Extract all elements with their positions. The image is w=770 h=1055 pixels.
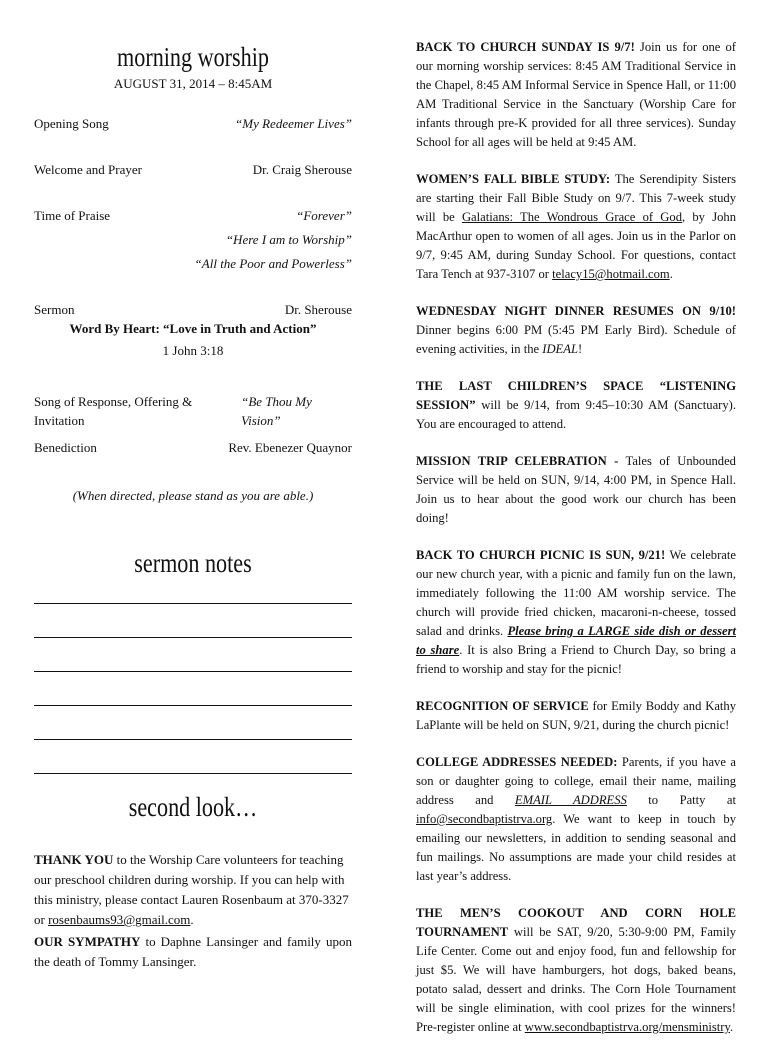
welcome-label: Welcome and Prayer (34, 162, 142, 177)
word-by-heart: Word By Heart: “Love in Truth and Action” (69, 321, 317, 336)
announcement-heading: BACK TO CHURCH PICNIC IS SUN, 9/21! (416, 548, 666, 562)
welcome-row (34, 160, 352, 179)
announcement-text: for Emily Boddy and Kathy LaPlante will be held on SUN, 9/21, during the church picnic! (416, 699, 737, 732)
thank-you-notice (34, 850, 352, 930)
announcement-back-to-church (416, 38, 736, 152)
announcement-heading: THE LAST CHILDREN’S SPACE “LISTENING SESSION” (416, 379, 736, 412)
praise-row (34, 206, 352, 273)
sermon-block (34, 300, 352, 360)
response-song: “Be Thou My Vision” (241, 394, 312, 428)
praise-song-2: “Here I am to Worship” (225, 232, 352, 247)
announcement-college-addresses (416, 753, 736, 886)
announcement-text: Dinner begins 6:00 PM (5:45 PM Early Bird). Schedule of evening activities, in the (416, 323, 736, 356)
announcement-text: We celebrate our new church year, with a picnic and family fun on the lawn, immediately following the 11:00 AM worship service. The church will provide fried chicken, macaroni-n-cheese, tossed salad and drinks. (416, 548, 736, 638)
note-line (34, 637, 352, 638)
info-email-link[interactable]: info@secondbaptistrva.org (416, 812, 553, 826)
benediction-leader: Rev. Ebenezer Quaynor (228, 440, 352, 455)
note-line (34, 671, 352, 672)
sermon-notes-title: sermon notes (134, 548, 252, 578)
welcome-leader: Dr. Craig Sherouse (252, 162, 352, 177)
sympathy-heading: OUR SYMPATHY (34, 934, 141, 949)
response-row (34, 392, 352, 430)
announcement-end: ! (577, 342, 583, 356)
praise-song-3: “All the Poor and Powerless” (194, 256, 352, 271)
thank-you-email-link[interactable]: rosenbaums93@gmail.com (48, 912, 191, 927)
announcement-wednesday-dinner (416, 302, 736, 359)
note-line (34, 603, 352, 604)
announcement-text: . It is also Bring a Friend to Church Day, so bring a friend to worship and stay for the picnic! (416, 643, 736, 676)
study-email-link[interactable]: telacy15@hotmail.com (552, 267, 670, 281)
thank-you-heading: THANK YOU (34, 852, 114, 867)
announcement-text: The Serendipity Sisters are starting their Fall Bible Study on 9/7. This 7-week study will be (416, 172, 736, 224)
benediction-label: Benediction (34, 440, 97, 455)
announcement-mens-cookout (416, 904, 736, 1037)
announcement-text: . We want to keep in touch by emailing our newsletters, in addition to sending seasonal and fun mailings. No assumptions are made your child resides at last year’s address. (416, 812, 736, 883)
announcement-text: Tales of Unbounded Service will be held on SUN, 9/14, 4:00 PM, in Spence Hall. Join us to hear about the good work our church has been doing! (416, 454, 736, 525)
benediction-row (34, 438, 352, 457)
mens-ministry-link[interactable]: www.secondbaptistrva.org/mensministry (524, 1020, 730, 1034)
announcement-end: . (669, 267, 673, 281)
announcement-text: Join us for one of our morning worship services: 8:45 AM Traditional Service in the Chapel, 8:45 AM Informal Service in Spence Hall, or 11:00 AM Traditional Service in the Sanctuary (Worship Care for infants through pre-K provided for all three services). Sunday School for all ages will be held at 9:45 AM. (416, 40, 736, 149)
response-label: Song of Response, Offering & Invitation (34, 394, 193, 428)
sympathy-text: to Daphne Lansinger and family upon the death of Tommy Lansinger. (34, 934, 352, 969)
sermon-label: Sermon (34, 302, 75, 317)
announcement-heading: WEDNESDAY NIGHT DINNER RESUMES ON 9/10! (416, 304, 736, 318)
announcement-text: to Patty at (626, 793, 737, 807)
sympathy-notice (34, 932, 352, 972)
announcement-text: , by John MacArthur open to women of all ages. Join us in the Parlor on 9/7, 9:45 AM, during Sunday School. For questions, contact Tara Tench at 937-3107 or (416, 210, 736, 281)
announcements-column (416, 38, 736, 1055)
sermon-preacher: Dr. Sherouse (284, 302, 352, 317)
thank-you-text: to the Worship Care volunteers for teaching our preschool children during worship. If you can help with this ministry, please contact Lauren Rosenbaum at 370-3327 or (34, 852, 349, 927)
note-line (34, 705, 352, 706)
announcement-heading: WOMEN’S FALL BIBLE STUDY: (416, 172, 611, 186)
picnic-request: Please bring a LARGE side dish or dessert to share (416, 624, 736, 657)
email-address-emphasis: EMAIL ADDRESS (514, 793, 627, 807)
announcement-heading: THE MEN’S COOKOUT AND CORN HOLE TOURNAMENT (416, 906, 736, 939)
verse-reference: 1 John 3:18 (162, 343, 224, 358)
note-line (34, 773, 352, 774)
thank-you-end: . (190, 912, 194, 927)
announcement-heading: COLLEGE ADDRESSES NEEDED: (416, 755, 618, 769)
announcement-heading: RECOGNITION OF SERVICE (416, 699, 589, 713)
sermon-notes-lines (34, 603, 352, 807)
worship-date: AUGUST 31, 2014 – 8:45AM (113, 76, 273, 91)
announcement-heading: BACK TO CHURCH SUNDAY IS 9/7! (416, 40, 635, 54)
announcement-text: will be 9/14, from 9:45–10:30 AM (Sanctuary). You are encouraged to attend. (416, 398, 736, 431)
opening-song-title: “My Redeemer Lives” (235, 116, 352, 131)
announcement-mission-trip (416, 452, 736, 528)
study-title: Galatians: The Wondrous Grace of God (461, 210, 682, 224)
announcement-text: will be SAT, 9/20, 5:30-9:00 PM, Family Life Center. Come out and enjoy food, fun and fellowship for just $5. We will have hamburgers, hot dogs, baked beans, potato salad, dessert and drinks. The Corn Hole Tournament will be single elimination, with cool prizes for the winners! Pre-register online at (416, 925, 736, 1034)
opening-song-row (34, 114, 352, 133)
announcement-bible-study (416, 170, 736, 284)
announcement-picnic (416, 546, 736, 679)
announcement-recognition (416, 697, 736, 735)
worship-title: morning worship (117, 42, 269, 72)
announcement-end: . (729, 1020, 734, 1034)
opening-song-label: Opening Song (34, 116, 109, 131)
announcement-text: Parents, if you have a son or daughter going to college, email their name, mailing address and (416, 755, 736, 807)
note-line (34, 739, 352, 740)
second-look-title: second look… (128, 792, 258, 822)
announcement-childrens-space (416, 377, 736, 434)
ideal-newsletter: IDEAL (542, 342, 578, 356)
stand-note: (When directed, please stand as you are able.) (72, 488, 314, 503)
announcement-heading: MISSION TRIP CELEBRATION - (416, 454, 619, 468)
praise-label: Time of Praise (34, 208, 111, 223)
praise-song-1: “Forever” (296, 208, 352, 223)
